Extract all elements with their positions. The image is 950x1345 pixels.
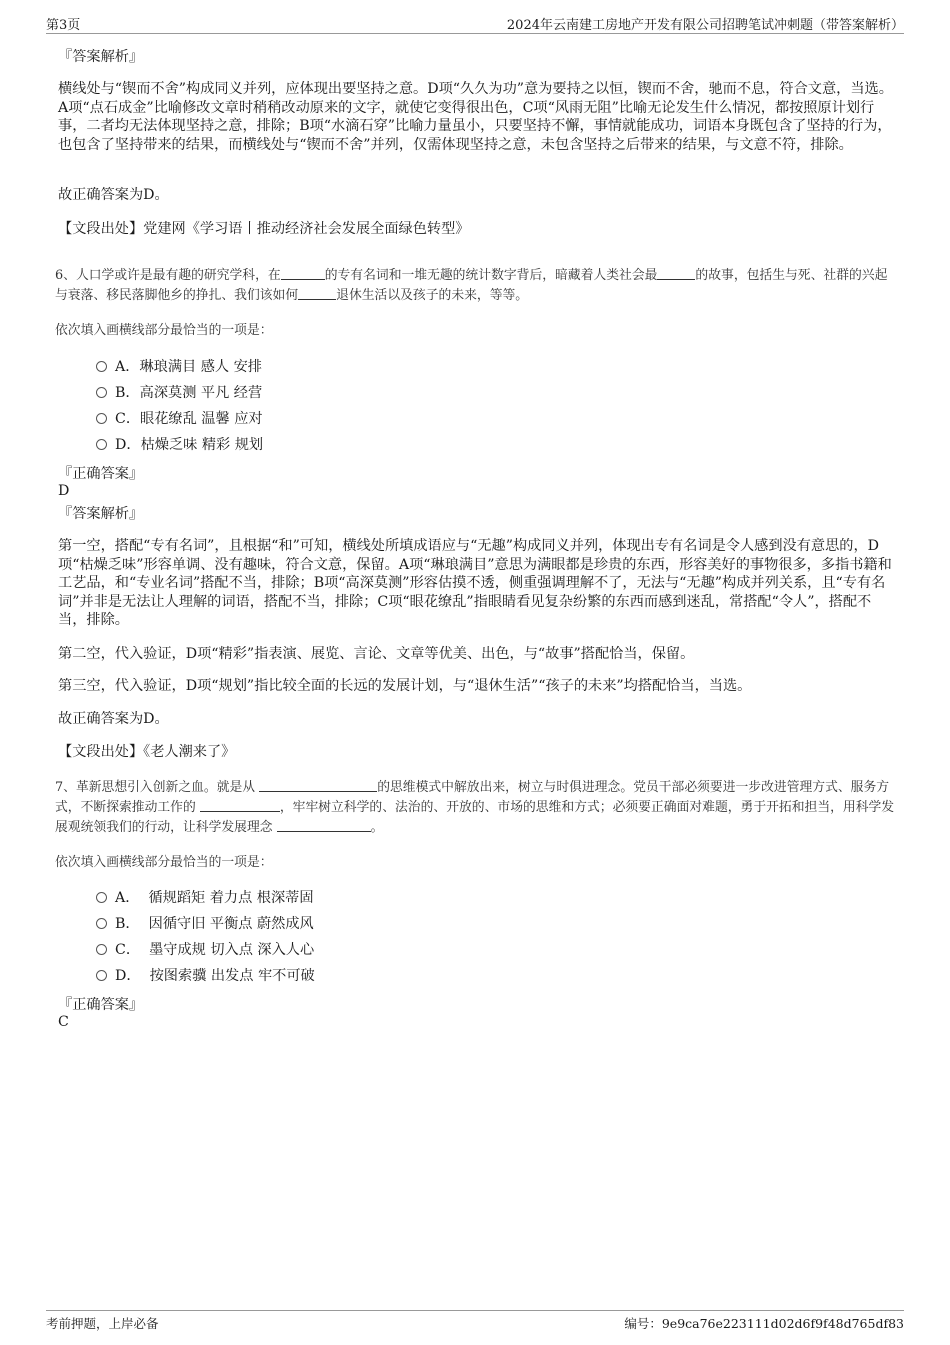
option-letter: D． xyxy=(115,437,141,453)
footer-slogan: 考前押题，上岸必备 xyxy=(46,1316,159,1331)
option-c[interactable] xyxy=(96,941,314,959)
analysis-paragraph: 第一空，搭配“专有名词”，且根据“和”可知，横线处所填成语应与“无趣”构成同义并列，体现出专有名词是令人感到没有意思的，D项“枯燥乏味”形容单调、没有趣味，符合文意，保留。A项“琳琅满目”意思为满眼都是珍贵的东西，形容美好的事物很多，多指书籍和工艺品，和“专业名词”搭配不当，排除；B项“高深莫测”形容估摸不透，侧重强调理解不了，无法与“无趣”构成并列关系，且“专有名词”并非是无法让人理解的词语，搭配不当，排除；C项“眼花缭乱”指眼睛看见复杂纷繁的东西而感到迷乱，常搭配“令人”，搭配不当，排除。 xyxy=(58,538,892,628)
question-7-text-1: 7、革新思想引入创新之血。就是从 xyxy=(55,780,256,795)
analysis-label: 『答案解析』 xyxy=(58,49,144,65)
correct-answer: D xyxy=(58,483,70,499)
analysis-paragraph: 第三空，代入验证，D项“规划”指比较全面的长远的发展计划，与“退休生活”“孩子的未来”均搭配恰当，当选。 xyxy=(58,678,752,694)
option-letter: B． xyxy=(115,385,140,401)
option-text: 因循守旧 平衡点 蔚然成风 xyxy=(148,916,314,932)
option-text: 高深莫测 平凡 经营 xyxy=(139,385,263,401)
fill-blank xyxy=(200,798,280,812)
option-c[interactable] xyxy=(96,410,263,428)
radio-icon[interactable] xyxy=(96,387,107,398)
question-6-stem xyxy=(55,266,900,306)
option-text: 墨守成规 切入点 深入人心 xyxy=(149,942,315,958)
option-b[interactable] xyxy=(96,384,262,402)
conclusion: 故正确答案为D。 xyxy=(58,711,169,727)
option-letter: D． xyxy=(115,968,141,984)
fill-blank xyxy=(657,266,695,280)
option-letter: C． xyxy=(115,942,141,958)
fill-blank xyxy=(277,818,371,832)
question-7-prompt: 依次填入画横线部分最恰当的一项是： xyxy=(55,855,273,870)
source-citation: 【文段出处】党建网《学习语丨推动经济社会发展全面绿色转型》 xyxy=(58,221,470,237)
radio-icon[interactable] xyxy=(96,413,107,424)
radio-icon[interactable] xyxy=(96,944,107,955)
option-a[interactable] xyxy=(96,358,262,376)
question-6-text-3: 的故事，包括生与死、社群的兴起与衰落、移民落脚他乡的挣扎、我们该如何 xyxy=(55,268,888,303)
question-7-text-4: 。 xyxy=(370,820,384,835)
document-title: 2024年云南建工房地产开发有限公司招聘笔试冲刺题（带答案解析） xyxy=(506,18,904,33)
option-letter: C． xyxy=(115,411,141,427)
option-letter: A． xyxy=(115,359,140,375)
header-divider xyxy=(46,33,904,34)
option-letter: A． xyxy=(115,890,140,906)
radio-icon[interactable] xyxy=(96,361,107,372)
fill-blank xyxy=(298,286,336,300)
fill-blank xyxy=(281,266,325,280)
page-number: 第3页 xyxy=(46,18,81,33)
option-a[interactable] xyxy=(96,889,314,907)
option-b[interactable] xyxy=(96,915,314,933)
fill-blank xyxy=(259,778,377,792)
correct-answer: C xyxy=(58,1014,69,1030)
footer-divider xyxy=(46,1310,904,1311)
radio-icon[interactable] xyxy=(96,892,107,903)
analysis-paragraph: 横线处与“锲而不舍”构成同义并列，应体现出要坚持之意。D项“久久为功”意为要持之以恒，锲而不舍，驰而不息，符合文意，当选。A项“点石成金”比喻修改文章时稍稍改动原来的文字，就使它变得很出色，C项“风雨无阻”比喻无论发生什么情况，都按照原计划行事，二者均无法体现坚持之意，排除；B项“水滴石穿”比喻力量虽小，只要坚持不懈，事情就能成功，词语本身既包含了坚持的行为，也包含了坚持带来的结果，而横线处与“锲而不舍”并列，仅需体现坚持之意，未包含坚持之后带来的结果，与文意不符，排除。 xyxy=(58,81,893,153)
correct-answer-label: 『正确答案』 xyxy=(58,997,144,1013)
option-letter: B． xyxy=(115,916,140,932)
option-d[interactable] xyxy=(96,967,315,985)
option-text: 枯燥乏味 精彩 规划 xyxy=(140,437,264,453)
option-text: 眼花缭乱 温馨 应对 xyxy=(140,411,263,427)
analysis-label: 『答案解析』 xyxy=(58,506,144,522)
question-6-prompt: 依次填入画横线部分最恰当的一项是： xyxy=(55,323,273,338)
question-6-text-2: 的专有名词和一堆无趣的统计数字背后，暗藏着人类社会最 xyxy=(324,268,658,283)
radio-icon[interactable] xyxy=(96,439,107,450)
document-id: 编号：9e9ca76e223111d02d6f9f48d765df83 xyxy=(624,1316,904,1331)
question-7-stem xyxy=(55,778,900,838)
question-6-text-1: 6、人口学或许是最有趣的研究学科，在 xyxy=(55,268,281,283)
source-citation: 【文段出处】《老人潮来了》 xyxy=(58,744,236,760)
option-text: 按图索骥 出发点 牢不可破 xyxy=(149,968,315,984)
question-7-text-2: 的思维模式中解放出来，树立与时俱进理念。党员干部必须要进一步改进管理方式、服务方式，不断探索推动工作的 xyxy=(55,780,890,815)
conclusion: 故正确答案为D。 xyxy=(58,187,169,203)
question-7-text-3: ，牢牢树立科学的、法治的、开放的、市场的思维和方式；必须要正确面对难题，勇于开拓和担当，用科学发展观统领我们的行动，让科学发展理念 xyxy=(55,800,895,835)
correct-answer-label: 『正确答案』 xyxy=(58,466,144,482)
option-text: 琳琅满目 感人 安排 xyxy=(139,359,262,375)
question-6-text-4: 退休生活以及孩子的未来，等等。 xyxy=(336,288,529,303)
analysis-paragraph: 第二空，代入验证，D项“精彩”指表演、展览、言论、文章等优美、出色，与“故事”搭配恰当，保留。 xyxy=(58,646,695,662)
radio-icon[interactable] xyxy=(96,918,107,929)
option-d[interactable] xyxy=(96,436,263,454)
option-text: 循规蹈矩 着力点 根深蒂固 xyxy=(148,890,314,906)
radio-icon[interactable] xyxy=(96,970,107,981)
